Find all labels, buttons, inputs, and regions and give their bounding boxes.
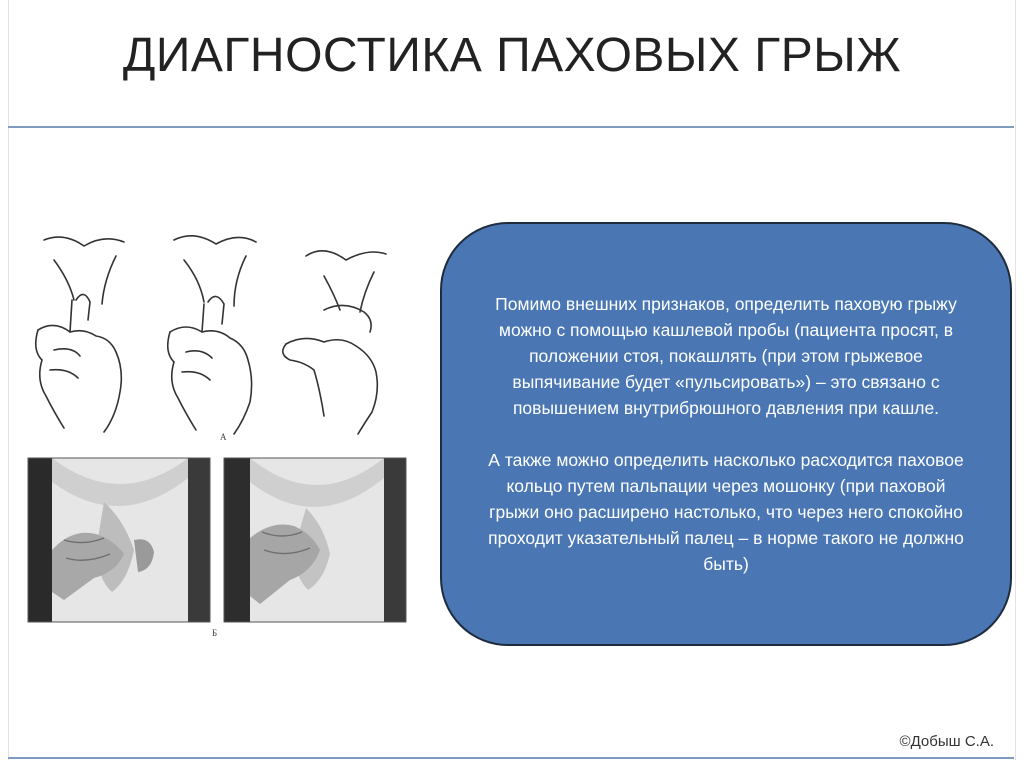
sketch-2: [168, 236, 256, 434]
palpation-photo-1: [28, 458, 210, 622]
hernia-examination-illustration: [24, 220, 424, 660]
slide-title: ДИАГНОСТИКА ПАХОВЫХ ГРЫЖ: [122, 29, 902, 82]
info-box: [440, 222, 1012, 646]
info-paragraph-palpation: А также можно определить насколько расходится паховое кольцо путем пальпации через мошонку (при паховой грыжи оно расширено настолько, что через него спокойно проходит указательный палец – в норме такого не должно быть): [488, 450, 964, 574]
figure-label-b: Б: [212, 628, 218, 638]
sketch-1: [36, 237, 124, 432]
title-divider: [8, 126, 1014, 128]
paragraph-gap: [486, 421, 966, 447]
copyright-footer: ©Добыш С.А.: [899, 733, 994, 750]
palpation-photo-2: [224, 458, 406, 622]
sketch-3: [283, 251, 386, 434]
figure-label-a: А: [220, 432, 227, 442]
footer-divider: [8, 757, 1014, 759]
finger-exam-sketches: [36, 236, 386, 434]
info-paragraph-cough-test: Помимо внешних признаков, определить паховую грыжу можно с помощью кашлевой пробы (пациента просят, в положении стоя, покашлять (при этом грыжевое выпячивание будет «пульсировать») – это связано с повышением внутрибрюшного давления при кашле.: [495, 294, 957, 418]
